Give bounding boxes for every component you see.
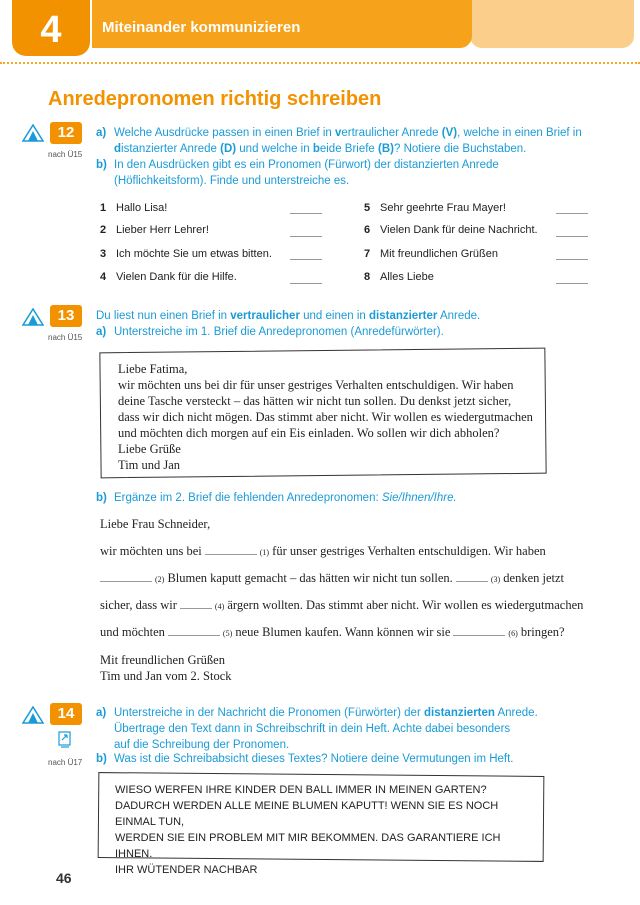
answer-blank[interactable] xyxy=(290,283,322,284)
list-item: 7 Mit freundlichen Grüßen xyxy=(364,248,498,260)
letter2-salutation: Liebe Frau Schneider, xyxy=(100,517,211,531)
page-title: Anredepronomen richtig schreiben xyxy=(48,88,382,110)
answer-blank[interactable] xyxy=(556,283,588,284)
list-item: 3 Ich möchte Sie um etwas bitten. xyxy=(100,248,272,260)
answer-blank[interactable] xyxy=(205,554,257,555)
list-item: 8 Alles Liebe xyxy=(364,271,434,283)
page-number: 46 xyxy=(56,870,72,886)
answer-blank[interactable] xyxy=(168,635,220,636)
difficulty-triangle-icon xyxy=(22,308,44,326)
ex12-instruction-a: a) Welche Ausdrücke passen in einen Brief in vertraulicher Anrede (V), welche in einen Brief in distanzierter Anrede (D) und welche in beide Briefe (B)? Notiere die Buchstaben. xyxy=(96,127,582,155)
list-item: 1 Hallo Lisa! xyxy=(100,202,168,214)
transfer-to-notebook-icon xyxy=(57,731,73,749)
list-item: 5 Sehr geehrte Frau Mayer! xyxy=(364,202,506,214)
ex13-intro: Du liest nun einen Brief in vertraulicher und einen in distanzierter Anrede. a) Unterstreiche im 1. Brief die Anredepronomen (Anredefürwörter). xyxy=(96,310,481,338)
header-divider xyxy=(0,62,640,64)
list-item: 2 Lieber Herr Lehrer! xyxy=(100,224,209,236)
chapter-title: Miteinander kommunizieren xyxy=(92,0,472,48)
answer-blank[interactable] xyxy=(290,213,322,214)
exercise-reference: nach Ü17 xyxy=(48,758,83,767)
answer-blank[interactable] xyxy=(453,635,505,636)
exercise-number-badge: 14 xyxy=(50,703,82,725)
answer-blank[interactable] xyxy=(290,236,322,237)
ex14-instruction-b: b) Was ist die Schreibabsicht dieses Textes? Notiere deine Vermutungen im Heft. xyxy=(96,753,514,765)
answer-blank[interactable] xyxy=(180,608,212,609)
difficulty-triangle-icon xyxy=(22,706,44,724)
exercise-number-badge: 13 xyxy=(50,305,82,327)
letter2-line: wir möchten uns bei (1) für unser gestriges Verhalten entschuldigen. Wir haben xyxy=(100,544,546,558)
answer-blank[interactable] xyxy=(290,259,322,260)
exercise-number-badge: 12 xyxy=(50,122,82,144)
answer-blank[interactable] xyxy=(556,236,588,237)
chapter-number: 4 xyxy=(12,0,90,56)
list-item: 6 Vielen Dank für deine Nachricht. xyxy=(364,224,538,236)
difficulty-triangle-icon xyxy=(22,124,44,142)
list-item: 4 Vielen Dank für die Hilfe. xyxy=(100,271,237,283)
letter-1: Liebe Fatima, wir möchten uns bei dir für unser gestriges Verhalten entschuldigen. Wir haben deine Tasche versteckt – das hätten wir nicht tun sollen. Du denkst jetzt sicher, dass wir dich nicht mögen. Das stimmt aber nicht. Wir wollen es wiedergutmachen und möchten dich morgen auf ein Eis einladen. Wo sollen wir dich abholen? Liebe Grüße Tim und Jan xyxy=(118,362,533,472)
answer-blank[interactable] xyxy=(100,581,152,582)
answer-blank[interactable] xyxy=(556,213,588,214)
ex14-instruction-a: a) Unterstreiche in der Nachricht die Pronomen (Fürwörter) der distanzierten Anrede. Übertrage den Text dann in Schreibschrift in dein Heft. Achte dabei besonders auf die Schreibung der Pronomen. xyxy=(96,707,538,751)
exercise-reference: nach Ü15 xyxy=(48,333,83,342)
letter2-line: (2) Blumen kaputt gemacht – das hätten wir nicht tun sollen. (3) denken jetzt xyxy=(100,571,564,586)
exercise-reference: nach Ü15 xyxy=(48,150,83,159)
letter2-line: und möchten (5) neue Blumen kaufen. Wann können wir sie (6) bringen? xyxy=(100,625,565,639)
letter2-line: sicher, dass wir (4) ärgern wollten. Das stimmt aber nicht. Wir wollen es wiedergutmachen xyxy=(100,598,584,612)
answer-blank[interactable] xyxy=(456,581,488,582)
answer-blank[interactable] xyxy=(556,259,588,260)
letter2-closing: Mit freundlichen Grüßen Tim und Jan vom 2. Stock xyxy=(100,653,232,683)
angry-neighbor-note: WIESO WERFEN IHRE KINDER DEN BALL IMMER IN MEINEN GARTEN? DADURCH WERDEN ALLE MEINE BLUMEN KAPUTT! WENN SIE ES NOCH EINMAL TUN, WERDEN SIE EIN PROBLEM MIT MIR BEKOMMEN. DAS GARANTIERE ICH IHNEN. IHR WÜTENDER NACHBAR xyxy=(115,784,501,876)
ex13-instruction-b: b) Ergänze im 2. Brief die fehlenden Anredepronomen: Sie/Ihnen/Ihre. xyxy=(96,492,457,504)
header-tab-decoration xyxy=(470,0,634,48)
ex12-instruction-b: b) In den Ausdrücken gibt es ein Pronomen (Fürwort) der distanzierten Anrede (Höflichkeitsform). Finde und unterstreiche es. xyxy=(96,159,499,187)
